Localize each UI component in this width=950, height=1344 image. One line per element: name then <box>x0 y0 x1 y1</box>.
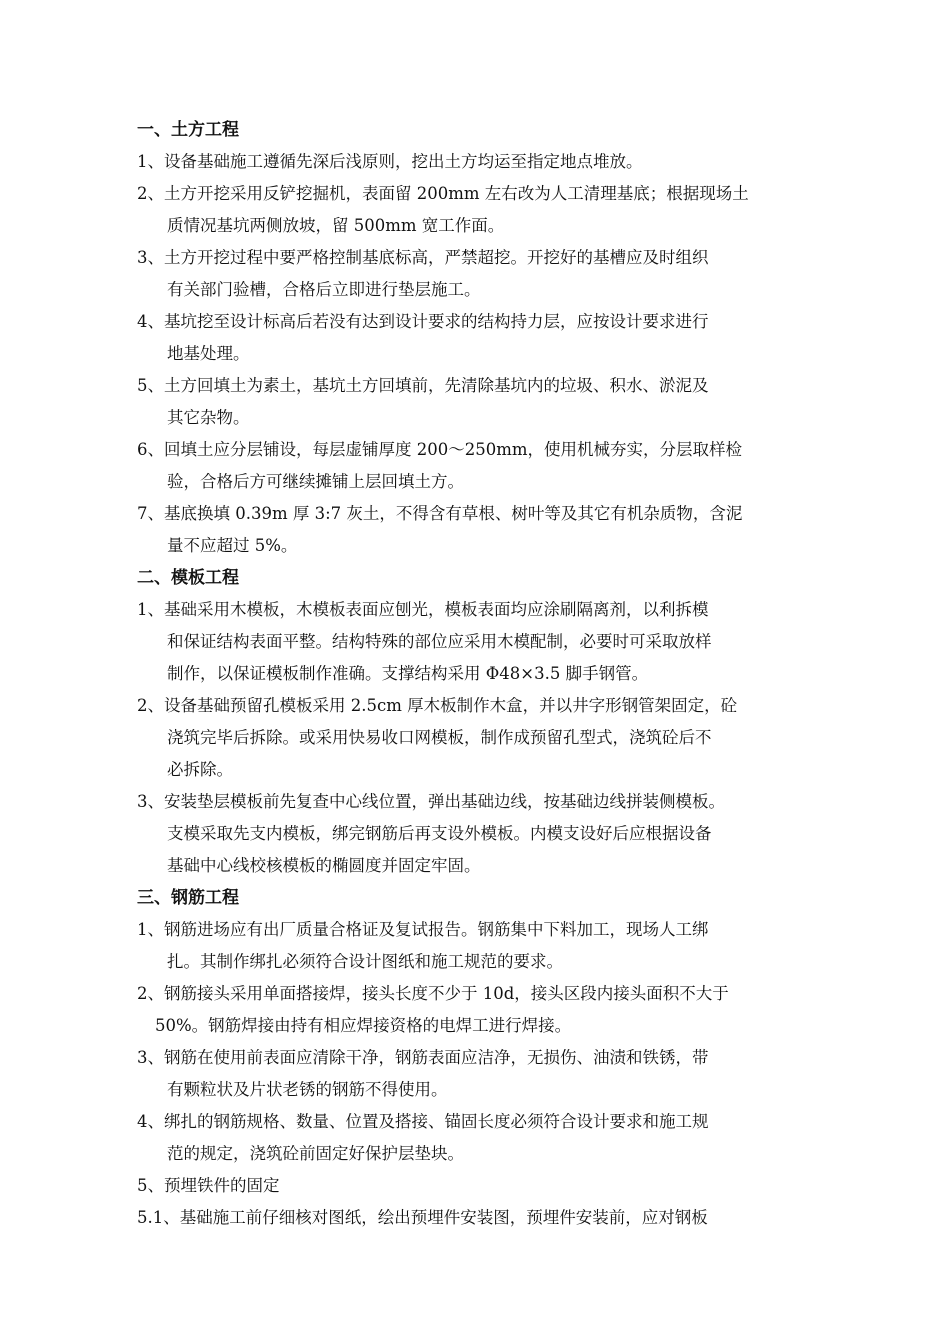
list-item <box>137 306 837 370</box>
item-text-continued: 必拆除。 <box>167 760 233 779</box>
item-text-continued: 有关部门验槽，合格后立即进行垫层施工。 <box>167 280 481 299</box>
list-item <box>137 178 837 242</box>
list-item <box>137 1106 837 1170</box>
item-text-continued: 质情况基坑两侧放坡，留 500mm 宽工作面。 <box>167 216 505 235</box>
section-heading: 三、钢筋工程 <box>137 888 239 908</box>
item-text: 3、钢筋在使用前表面应清除干净，钢筋表面应洁净，无损伤、油渍和铁锈，带 <box>137 1048 709 1067</box>
list-item <box>137 914 837 978</box>
item-text-continued: 浇筑完毕后拆除。或采用快易收口网模板，制作成预留孔型式，浇筑砼后不 <box>167 728 712 747</box>
section-formwork <box>137 562 837 882</box>
item-text: 4、基坑挖至设计标高后若没有达到设计要求的结构持力层，应按设计要求进行 <box>137 312 709 331</box>
item-text-continued: 有颗粒状及片状老锈的钢筋不得使用。 <box>167 1080 448 1099</box>
section-earthwork <box>137 114 837 562</box>
section-heading: 二、模板工程 <box>137 568 239 588</box>
list-item <box>137 146 837 178</box>
item-text-continued: 基础中心线校核模板的椭圆度并固定牢固。 <box>167 856 481 875</box>
item-text: 2、土方开挖采用反铲挖掘机，表面留 200mm 左右改为人工清理基底；根据现场土 <box>137 184 749 203</box>
list-item <box>137 434 837 498</box>
item-text-continued: 地基处理。 <box>167 344 250 363</box>
item-text: 4、绑扎的钢筋规格、数量、位置及搭接、锚固长度必须符合设计要求和施工规 <box>137 1112 709 1131</box>
item-text: 2、设备基础预留孔模板采用 2.5cm 厚木板制作木盒，并以井字形钢管架固定，砼 <box>137 696 738 715</box>
item-text-continued: 范的规定，浇筑砼前固定好保护层垫块。 <box>167 1144 464 1163</box>
item-text-continued: 和保证结构表面平整。结构特殊的部位应采用木模配制，必要时可采取放样 <box>167 632 712 651</box>
item-text: 3、土方开挖过程中要严格控制基底标高，严禁超挖。开挖好的基槽应及时组织 <box>137 248 709 267</box>
item-text: 1、钢筋进场应有出厂质量合格证及复试报告。钢筋集中下料加工，现场人工绑 <box>137 920 709 939</box>
list-item <box>137 370 837 434</box>
list-item <box>137 242 837 306</box>
item-text: 5.1、基础施工前仔细核对图纸，绘出预埋件安装图，预埋件安装前，应对钢板 <box>137 1208 708 1227</box>
item-text-continued: 验，合格后方可继续摊铺上层回填土方。 <box>167 472 464 491</box>
list-item <box>137 1042 837 1106</box>
list-item <box>137 786 837 882</box>
item-text: 2、钢筋接头采用单面搭接焊，接头长度不少于 10d，接头区段内接头面积不大于 <box>137 984 729 1003</box>
item-text: 6、回填土应分层铺设，每层虚铺厚度 200～250mm，使用机械夯实，分层取样检 <box>137 440 743 459</box>
list-item <box>137 690 837 786</box>
item-text-continued: 50%。钢筋焊接由持有相应焊接资格的电焊工进行焊接。 <box>155 1016 572 1035</box>
item-text: 3、安装垫层模板前先复查中心线位置，弹出基础边线，按基础边线拼装侧模板。 <box>137 792 725 811</box>
document-body <box>137 114 837 1234</box>
list-item <box>137 1170 837 1202</box>
list-item <box>137 594 837 690</box>
item-text: 1、基础采用木模板，木模板表面应刨光，模板表面均应涂刷隔离剂，以利拆模 <box>137 600 709 619</box>
item-text: 7、基底换填 0.39m 厚 3:7 灰土，不得含有草根、树叶等及其它有机杂质物，含泥 <box>137 504 743 523</box>
list-item <box>137 498 837 562</box>
item-text: 1、设备基础施工遵循先深后浅原则，挖出土方均运至指定地点堆放。 <box>137 152 643 171</box>
item-text-continued: 支模采取先支内模板，绑完钢筋后再支设外模板。内模支设好后应根据设备 <box>167 824 712 843</box>
section-rebar <box>137 882 837 1234</box>
item-text-continued: 扎。其制作绑扎必须符合设计图纸和施工规范的要求。 <box>167 952 563 971</box>
list-item <box>137 1202 837 1234</box>
item-text-continued: 其它杂物。 <box>167 408 250 427</box>
item-text: 5、预埋铁件的固定 <box>137 1176 280 1195</box>
item-text: 5、土方回填土为素土，基坑土方回填前，先清除基坑内的垃圾、积水、淤泥及 <box>137 376 709 395</box>
list-item <box>137 978 837 1042</box>
item-text-continued: 量不应超过 5%。 <box>167 536 298 555</box>
item-text-continued: 制作，以保证模板制作准确。支撑结构采用 Φ48×3.5 脚手钢管。 <box>167 664 649 683</box>
section-heading: 一、土方工程 <box>137 120 239 140</box>
